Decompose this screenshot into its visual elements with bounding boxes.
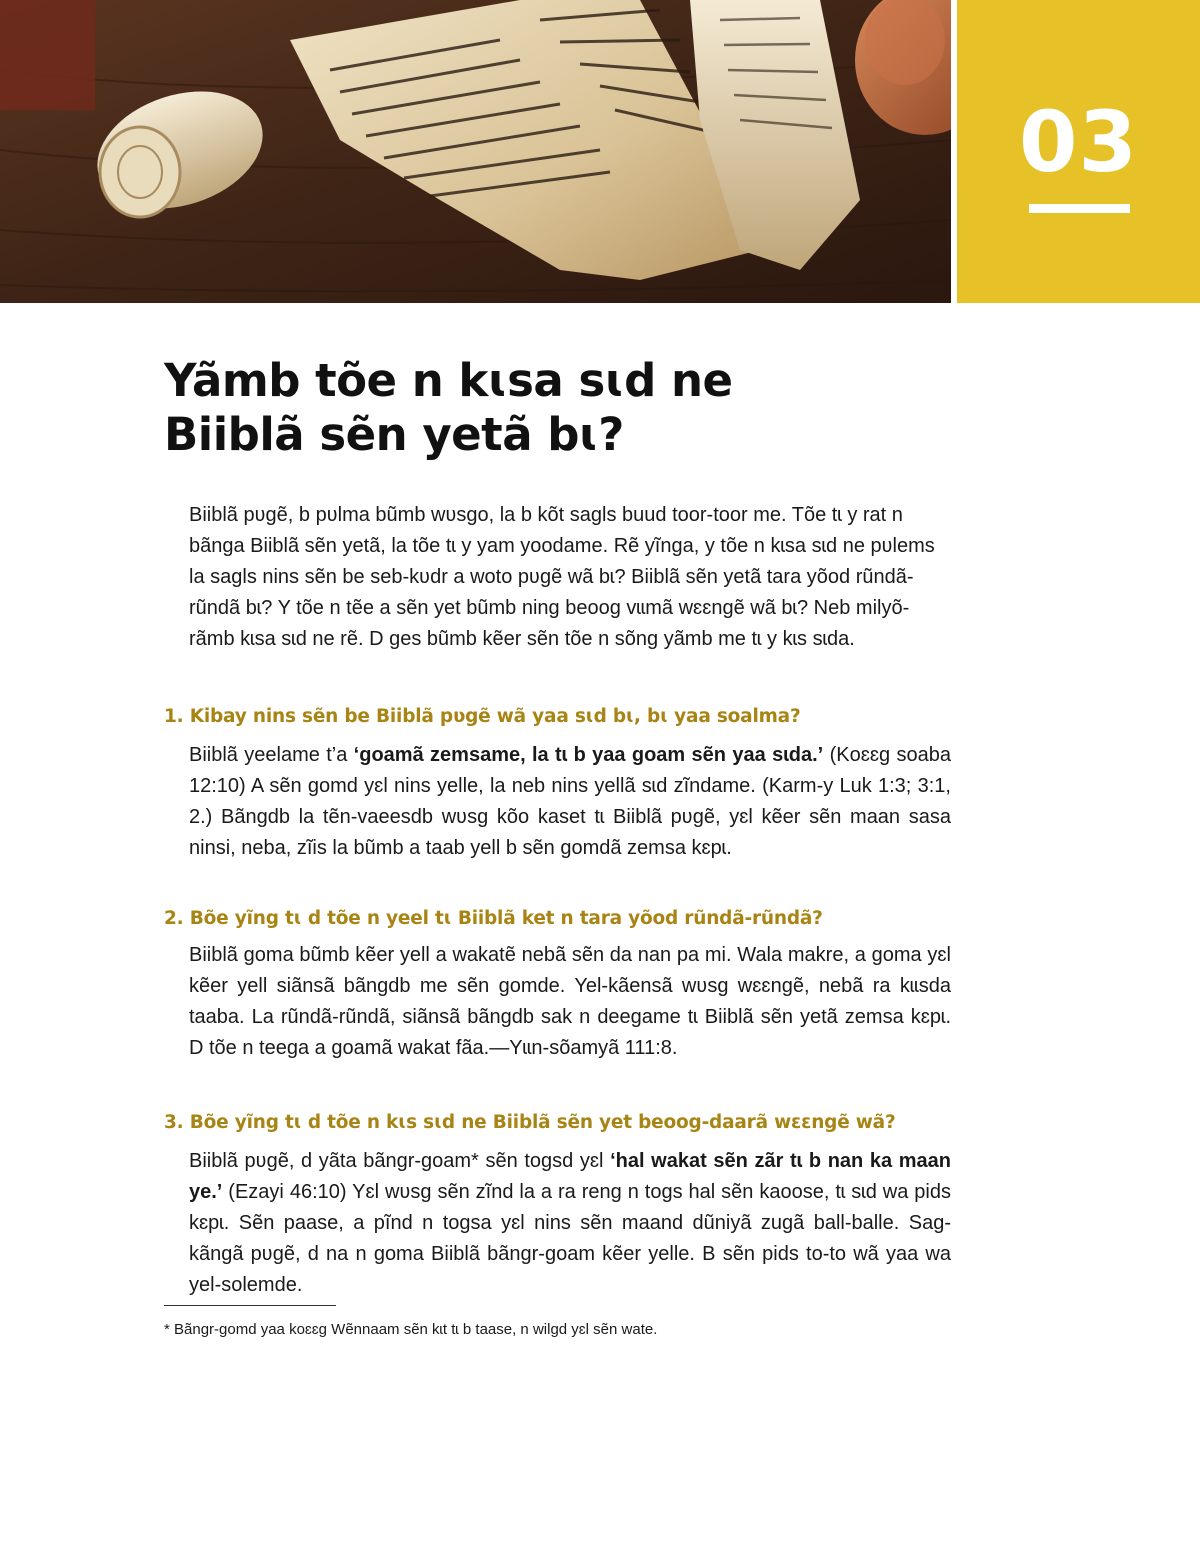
answer-2 (189, 940, 951, 1064)
footnote: * Bãngr-gomd yaa koɛɛg Wẽnnaam sẽn kɩt tɩ b taase, n wilgd yɛl sẽn wate. (164, 1321, 658, 1338)
lesson-number: 03 (1019, 93, 1138, 191)
answer-2-text: Biiblã goma bũmb kẽer yell a wakatẽ nebã sẽn da nan pa mi. Wala makre, a goma yɛl kẽer yell siãnsã bãngdb me sẽn gomde. Yel-kãensã wʋsg wɛɛngẽ, nebã ra kɩɩsda taaba. La rũndã-rũndã, siãnsã bãngdb sak n deegame tɩ Biiblã sẽn yetã zemsa kɛpɩ. D tõe n teega a goamã wakat fãa.—Yɩɩn-sõamyã 111:8. (189, 944, 951, 1059)
answer-1-text-a: Biiblã yeelame t’a (189, 744, 354, 766)
lesson-number-panel (957, 0, 1200, 303)
question-1: 1. Kibay nins sẽn be Biiblã pʋgẽ wã yaa sɩd bɩ, bɩ yaa soalma? (164, 706, 801, 727)
header-image (0, 0, 951, 303)
question-3: 3. Bõe yĩng tɩ d tõe n kɩs sɩd ne Biiblã sẽn yet beoog-daarã wɛɛngẽ wã? (164, 1112, 896, 1133)
page-title (164, 354, 924, 462)
footnote-divider (164, 1305, 336, 1306)
answer-3-quote: ‘hal wakat sẽn zãr tɩ b nan ka maan ye.’ (189, 1150, 951, 1203)
answer-3 (189, 1146, 951, 1301)
answer-1 (189, 740, 951, 864)
answer-1-quote: ‘goamã zemsame, la tɩ b yaa goam sẽn yaa sɩda.’ (353, 744, 824, 766)
answer-3-text-a: Biiblã pʋgẽ, d yãta bãngr-goam* sẽn togsd yɛl (189, 1150, 611, 1172)
question-2: 2. Bõe yĩng tɩ d tõe n yeel tɩ Biiblã ket n tara yõod rũndã-rũndã? (164, 908, 823, 929)
title-line-1: Yãmb tõe n kɩsa sɩd ne (164, 354, 733, 407)
title-line-2: Biiblã sẽn yetã bɩ? (164, 408, 624, 461)
intro-paragraph: Biiblã pʋgẽ, b pʋlma bũmb wʋsgo, la b kõt sagls buud toor-toor me. Tõe tɩ y rat n bãnga Biiblã sẽn yetã, la tõe tɩ y yam yoodame. Rẽ yĩnga, y tõe n kɩsa sɩd ne pʋlems la sagls nins sẽn be seb-kʋdr a woto pʋgẽ wã bɩ? Biiblã sẽn yetã tara yõod rũndã-rũndã bɩ? Y tõe n tẽe a sẽn yet bũmb ning beoog vɩɩmã wɛɛngẽ wã bɩ? Neb milyõ-rãmb kɩsa sɩd ne rẽ. D ges bũmb kẽer sẽn tõe n sõng yãmb me tɩ y kɩs sɩda. (189, 504, 935, 650)
lesson-number-underline (1029, 204, 1130, 213)
scrolls-illustration (0, 0, 951, 303)
answer-3-text-b: (Ezayi 46:10) Yɛl wʋsg sẽn zĩnd la a ra reng n togs hal sẽn kaoose, tɩ sɩd wa pids kɛpɩ. Sẽn paase, a pĩnd n togsa yɛl nins sẽn maand dũniyã zugã ball-balle. Sag-kãngã pʋgẽ, d na n goma Biiblã bãngr-goam kẽer yelle. B sẽn pids to-to wã yaa wa yel-solemde. (189, 1181, 951, 1296)
answer-1-text-b: (Koɛɛg soaba 12:10) A sẽn gomd yɛl nins yelle, la neb nins yellã sɩd zĩndame. (Karm-y Luk 1:3; 3:1, 2.) Bãngdb la tẽn-vaeesdb wʋsg kõo kaset tɩ Biiblã pʋgẽ, yɛl kẽer sẽn maan sasa ninsi, neba, zĩis la bũmb a taab yell b sẽn gomdã zemsa kɛpɩ. (189, 744, 951, 859)
